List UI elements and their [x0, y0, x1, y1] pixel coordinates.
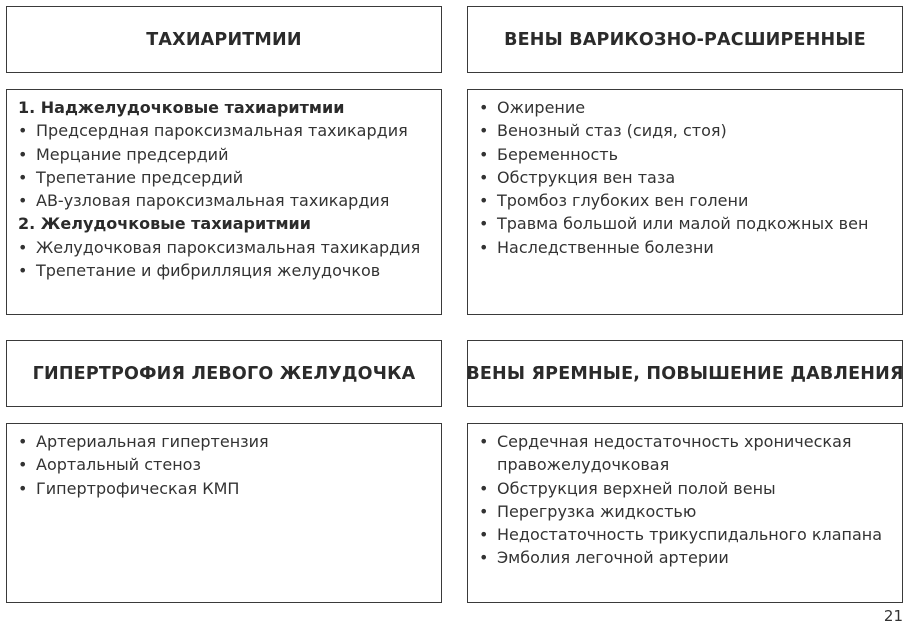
jugular-veins-list [468, 424, 902, 570]
list-item-text: Венозный стаз (сидя, стоя) [497, 121, 727, 141]
lvh-list [7, 424, 441, 500]
list-item-text: Тромбоз глубоких вен голени [497, 191, 749, 211]
varicose-veins-title: ВЕНЫ ВАРИКОЗНО-РАСШИРЕННЫЕ [504, 29, 866, 50]
list-item-text: Гипертрофическая КМП [36, 478, 240, 498]
bullet-icon: • [479, 144, 489, 164]
lvh-panel [6, 423, 442, 603]
list-item [479, 212, 892, 235]
list-item-text: Предсердная пароксизмальная тахикардия [36, 121, 408, 141]
section-heading-text: 2. Желудочковые тахиаритмии [18, 214, 311, 234]
list-item [479, 523, 892, 546]
varicose-veins-header [467, 6, 903, 73]
bullet-icon: • [18, 144, 28, 164]
tachyarrhythmia-list [7, 90, 441, 282]
list-item-text: АВ-узловая пароксизмальная тахикардия [36, 191, 390, 211]
bullet-icon: • [479, 214, 489, 234]
list-item [479, 236, 892, 259]
list-item-text: Травма большой или малой подкожных вен [497, 214, 869, 234]
list-item-text: Наследственные болезни [497, 237, 714, 257]
list-item [479, 96, 892, 119]
bullet-icon: • [479, 237, 489, 257]
tachyarrhythmia-panel [6, 89, 442, 315]
bullet-icon: • [479, 548, 489, 568]
list-item [479, 477, 892, 500]
list-item-text: правожелудочковая [497, 455, 670, 475]
varicose-veins-list [468, 90, 902, 259]
jugular-veins-header [467, 340, 903, 407]
list-item-text: Аортальный стеноз [36, 455, 201, 475]
bullet-icon: • [18, 261, 28, 281]
list-item [479, 166, 892, 189]
list-item-text: Трепетание предсердий [36, 167, 244, 187]
list-item [18, 143, 431, 166]
section-heading [18, 96, 431, 119]
bullet-icon: • [479, 121, 489, 141]
bullet-icon: • [479, 191, 489, 211]
list-item [479, 119, 892, 142]
list-item-text: Артериальная гипертензия [36, 432, 269, 451]
list-item [18, 259, 431, 282]
list-item-text: Недостаточность трикуспидального клапана [497, 525, 883, 545]
bullet-icon: • [18, 478, 28, 498]
bullet-icon: • [18, 121, 28, 141]
list-item [18, 477, 431, 500]
section-heading-text: 1. Наджелудочковые тахиаритмии [18, 98, 345, 117]
list-item [18, 166, 431, 189]
list-item-text: Сердечная недостаточность хроническая [497, 432, 852, 451]
bullet-icon: • [479, 525, 489, 545]
list-item [479, 546, 892, 569]
lvh-header [6, 340, 442, 407]
tachyarrhythmia-title: ТАХИАРИТМИИ [146, 29, 302, 50]
list-item [18, 430, 431, 453]
jugular-veins-title: ВЕНЫ ЯРЕМНЫЕ, ПОВЫШЕНИЕ ДАВЛЕНИЯ [466, 363, 904, 384]
list-item-text: Мерцание предсердий [36, 144, 229, 164]
list-item [479, 189, 892, 212]
bullet-icon: • [479, 478, 489, 498]
bullet-icon: • [18, 432, 28, 451]
list-item-text: Ожирение [497, 98, 586, 117]
list-item [18, 119, 431, 142]
list-item-text: Беременность [497, 144, 618, 164]
bullet-icon: • [479, 98, 489, 117]
list-item-text: Трепетание и фибрилляция желудочков [36, 261, 381, 281]
bullet-icon: • [18, 237, 28, 257]
varicose-veins-panel [467, 89, 903, 315]
list-item-text: Эмболия легочной артерии [497, 548, 729, 568]
list-item-text: Обструкция вен таза [497, 167, 676, 187]
page-number: 21 [883, 607, 903, 625]
list-item-text: Обструкция верхней полой вены [497, 478, 776, 498]
lvh-title: ГИПЕРТРОФИЯ ЛЕВОГО ЖЕЛУДОЧКА [32, 363, 416, 384]
jugular-veins-panel [467, 423, 903, 603]
list-item [479, 500, 892, 523]
section-heading [18, 212, 431, 235]
list-item [18, 453, 431, 476]
bullet-icon: • [479, 432, 489, 451]
list-item [479, 143, 892, 166]
list-item-continuation [479, 453, 892, 476]
bullet-icon: • [479, 501, 489, 521]
bullet-icon: • [18, 455, 28, 475]
list-item-text: Желудочковая пароксизмальная тахикардия [36, 237, 421, 257]
list-item [18, 236, 431, 259]
list-item [479, 430, 892, 453]
bullet-icon: • [479, 167, 489, 187]
list-item-text: Перегрузка жидкостью [497, 501, 697, 521]
bullet-icon: • [18, 191, 28, 211]
bullet-icon: • [18, 167, 28, 187]
tachyarrhythmia-header [6, 6, 442, 73]
list-item [18, 189, 431, 212]
